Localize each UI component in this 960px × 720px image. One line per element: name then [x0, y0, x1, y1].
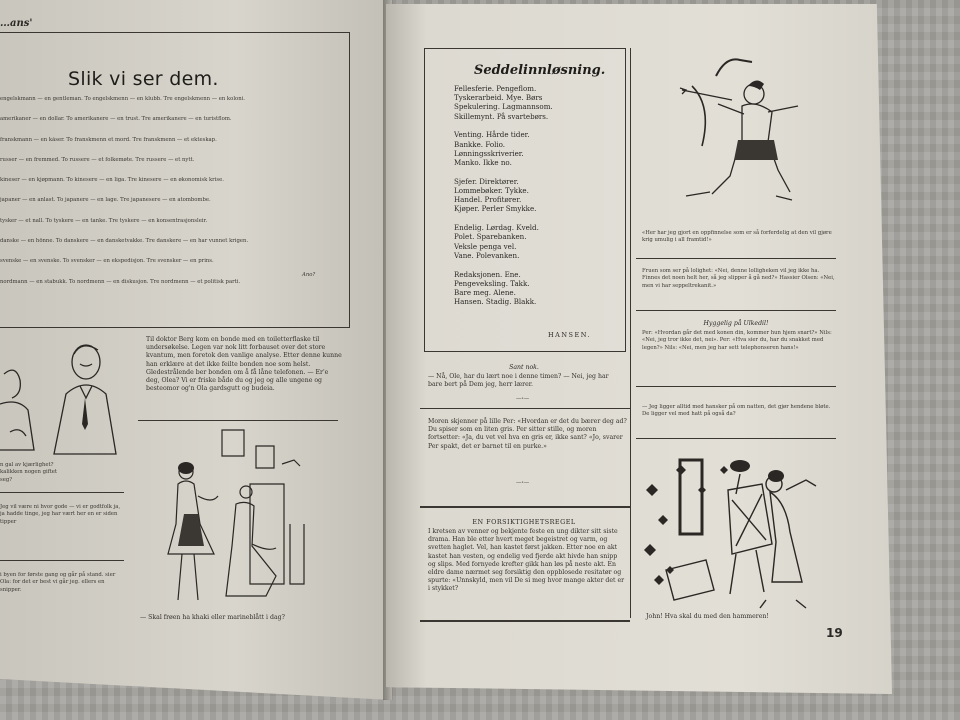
hansker-text: — Jeg ligger alltid med hansker på om natten, det gjør hendene bløte. De ligger vel med hatt på også da? [642, 404, 831, 418]
proverb-line: danske — en hönne. To danskere — en dansketvakke. Tre danskere — en har vunnet krigen. [0, 238, 249, 245]
poem-line: Veksle penga vel. [454, 241, 517, 251]
ornament: —∘— [516, 480, 530, 486]
poem-line: Sjefer. Direktører. [454, 176, 519, 186]
divider [636, 258, 836, 259]
magazine-name: …ans' [0, 18, 33, 29]
poem-line: Hansen. Stadig. Blakk. [454, 297, 537, 307]
poem-line: Lønningsskriverier. [454, 148, 524, 158]
proverb-line: svenske — en svenske. To svensker — en ekspedisjon. Tre svensker — en prins. [0, 258, 214, 265]
sant-nok-heading: Sant nok. [509, 364, 539, 371]
poem-line: Skillemynt. På svartebørs. [454, 111, 549, 121]
poem-line: Fellesferie. Pengeflom. [454, 84, 537, 93]
left-caption-fragment: n gal av kjærlighet? kalikken nogen giftet seg? [0, 462, 58, 483]
poem-stanza [454, 270, 614, 307]
archer-cartoon [672, 56, 812, 228]
fruen-text: Fruen som ser på lolighet: «Nei, denne lolligheken vil jeg ikke ha. Finnes det noen helt her, så jeg slipper å gå ned?» Hassier Olsen: «Nei, men vi har seppeltrekanit.» [642, 268, 835, 289]
regel-heading: EN FORSIKTIGHETSREGEL [472, 518, 576, 526]
divider [138, 420, 338, 421]
doctor-story: Til doktor Berg kom en bonde med en toiletterflaske til undersøkelse. Legen var nok litt forbauset over det store kvantum, men foretok den vanlige analyse. Etter denne kunne han erklære at det ikke feilte bonden noe som helst. Gledestrålende ber bonden om å få låne telefonen. — Er'e deg, Olea? Vi er friske både du og jeg og alle ungene og besteomor og'n Ola gardsgutt og budeia. [146, 336, 342, 393]
divider [420, 408, 630, 409]
proverb-line: russer — en fremmed. To russere — et folkemøte. Tre russere — et nytt. [0, 156, 195, 163]
divider [420, 506, 630, 508]
poem-line: Bankke. Folio. [454, 139, 506, 149]
poem-line: Handel. Profitører. [454, 195, 522, 205]
left-page-title: Slik vi ser dem. [68, 68, 219, 90]
divider [636, 386, 836, 387]
poem-line: Endelig. Lørdag. Kveld. [454, 223, 539, 233]
column-divider [630, 48, 631, 618]
proverb-line: engelskmann — en gentleman. To engelskmenn — en klubb. Tre engelskmenn — en koloni. [0, 96, 245, 102]
poem-line: Polet. Sparebanken. [454, 232, 527, 242]
proverb-line: tysker — et nall. To tyskere — en tanke. Tre tyskere — en konsentrasjonsleir. [0, 217, 208, 224]
poem-line: Kjøper. Perler Smykke. [454, 204, 537, 214]
poem [454, 84, 614, 316]
ulkedil-text: Per: «Hvordan går det med konen din, kommer hun hjem snart?» Nils: «Nei, jeg tror ikke det, nei». Per: «Hva sier du, har du snakket med legen?» Nils: «Nei, men jeg har sett telephonseren hans!» [642, 330, 832, 351]
poem-signature: HANSEN. [548, 331, 592, 339]
poem-line: Bare meg. Alene. [454, 288, 516, 298]
poem-stanza [454, 177, 614, 214]
proverb-line: franskmann — en kåser. To franskmenn et mord. Tre franskmenn — et ekteskap. [0, 136, 217, 143]
poem-line: Manko. Ikke no. [454, 158, 512, 168]
regel-text: I kretsen av venner og bekjente feste en ung dikter sitt siste drama. Han ble etter hvert meget begeistret og varm, og svetten haglet. Vel, han kastet først jakken. Etter noe en akt kastet han vesten, og endelig ved fjerde akt hivde han snipp og slips. Med fornyede krefter gikk han løs på neste akt. En eldre dame nærmet seg forsiktig den oppblosede resitatør og spurte: «Unnskyld, men vil De si meg hvor mange akter det er i stykket? [428, 528, 625, 593]
shop-women-cartoon [152, 424, 312, 614]
poem-stanza [454, 84, 614, 121]
poem-line: Lommebøker. Tykke. [454, 186, 529, 196]
left-fragment: i byen for første gang og går på stand. sier Ola: for det er best vi går jeg. ellers en snipper. [0, 572, 116, 593]
divider [0, 560, 124, 561]
two-men-cartoon [0, 334, 135, 464]
proverb-line: amerikaner — en dollar. To amerikanere — en trust. Tre amerikanere — en turistflom. [0, 116, 232, 123]
poem-line: Spekulering. Lagmannsom. [454, 102, 553, 112]
poem-line: Pengeveksling. Takk. [454, 278, 530, 288]
proverb-line: japaner — en anlast. To japanere — en lage. Tre japanesere — en atombombe. [0, 197, 211, 204]
poem-stanza [454, 130, 614, 167]
moren-text: Moren skjenner på lille Per: «Hvordan er det du bærer deg ad? Du spiser som en liten gris. Per sitter stille, og moren fortsetter: «Ja, du vet vel hva en gris er, ikke sant? «Jo, svarer Per spakt, det er barnet til en purke.» [428, 418, 627, 450]
proverb-line: kineser — en kjøpmann. To kinesere — en liga. Tre kinesere — en økonomisk krise. [0, 177, 224, 184]
poem-line: Redaksjonen. Ene. [454, 269, 521, 279]
poem-title: Seddelinnløsning. [474, 63, 606, 78]
poem-line: Venting. Hårde tider. [454, 130, 530, 140]
poem-stanza [454, 223, 614, 260]
left-fragment: Jeg vil være ni hvor gode — vi er godtfolk ja, ja hadde tinge, jeg har vært her en er siden tipper [0, 504, 121, 525]
ulkedil-heading: Hyggelig på Ulkedil! [703, 320, 769, 327]
ornament: —∘— [516, 396, 530, 402]
hammer-cartoon [636, 450, 836, 612]
divider [420, 620, 630, 622]
page-number: 19 [826, 626, 843, 640]
poem-line: Tyskerarbeid. Mye. Børs [454, 93, 543, 103]
divider [636, 438, 836, 439]
right-bottom-caption: John! Hva skal du med den hammeren! [646, 613, 769, 620]
box-signature: Ano? [302, 272, 316, 278]
proverb-list [0, 96, 335, 299]
left-bottom-caption: — Skal frøen ha khaki eller marineblått i dag? [140, 614, 285, 621]
archer-caption: «Her har jeg gjort en oppfinnelse som er så forferdelig at den vil gjøre krig umulig i all framtid!» [642, 230, 832, 244]
proverb-line: nordmann — en stabukk. To nordmenn — en diskusjon. Tre nordmenn — et politisk parti. [0, 278, 241, 285]
poem-line: Vane. Polevanken. [454, 250, 520, 260]
divider [636, 310, 836, 311]
sant-nok-text: — Nå, Ole, har du lært noe i denne timen? — Nei, jeg har bare bert på Dem jeg, herr lærer. [428, 373, 609, 389]
divider [0, 492, 124, 493]
